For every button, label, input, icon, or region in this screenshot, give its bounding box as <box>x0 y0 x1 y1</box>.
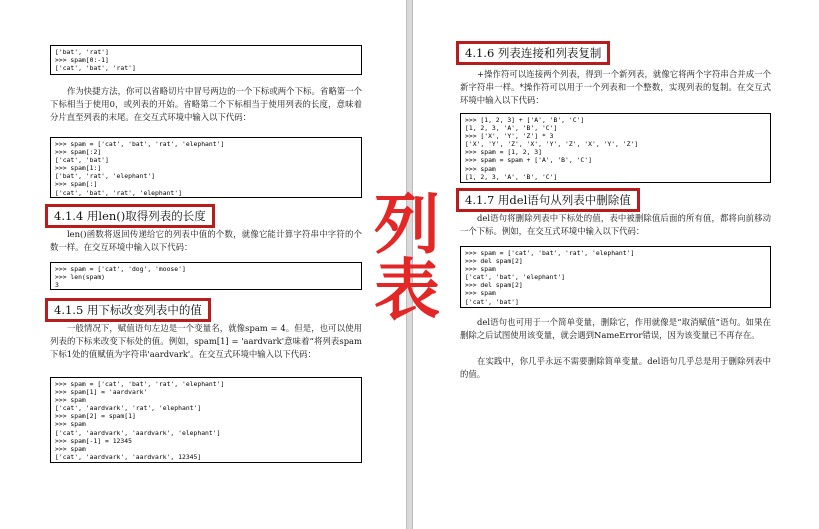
section-heading-4-1-6: 4.1.6 列表连接和列表复制 <box>456 41 610 65</box>
code-line: ['cat', 'bat', 'rat', 'elephant'] <box>55 188 182 197</box>
watermark-char-lie: 列 <box>374 186 440 263</box>
code-line: >>> spam <box>55 444 86 453</box>
code-line: >>> spam[-1] = 12345 <box>55 436 132 445</box>
code-line: >>> spam = ['cat', 'bat', 'rat', 'elephant'] <box>55 140 225 148</box>
code-line: >>> spam <box>55 420 86 429</box>
code-line: >>> spam[1:] <box>55 164 102 173</box>
code-line: >>> ['X', 'Y', 'Z'] * 3 <box>465 132 554 141</box>
code-line: ['cat', 'bat'] <box>465 297 519 306</box>
code-block-slice <box>50 137 362 198</box>
code-block-index-assign <box>50 377 362 463</box>
section-heading-4-1-4: 4.1.4 用len()取得列表的长度 <box>45 204 215 228</box>
paragraph-del: del语句将删除列表中下标处的值，表中被删除值后面的所有值，都将向前移动一个下标。例如，在交互式环境中输入以下代码： <box>460 213 771 236</box>
code-line: >>> [1, 2, 3] + ['A', 'B', 'C'] <box>465 116 585 124</box>
paragraph-concat: +操作符可以连接两个列表，得到一个新列表，就像它将两个字符串合并成一个新字符串一样。*操作符可以用于一个列表和一个整数，实现列表的复制。在交互式环境中输入以下代码： <box>460 69 771 105</box>
code-line: >>> len(spam) <box>55 273 106 282</box>
code-line: >>> spam[0:-1] <box>55 56 109 65</box>
code-block-len <box>50 262 362 290</box>
code-line: [1, 2, 3, 'A', 'B', 'C'] <box>465 172 558 181</box>
code-line: >>> spam[:2] <box>55 148 102 157</box>
code-line: >>> spam[:] <box>55 180 98 189</box>
section-heading-4-1-7: 4.1.7 用del语句从列表中删除值 <box>456 188 640 212</box>
paragraph-len: len()函数将返回传递给它的列表中值的个数，就像它能计算字符串中字符的个数一样。在交互环境中输入以下代码： <box>50 229 362 252</box>
code-line: >>> spam <box>465 265 496 274</box>
paragraph-del-variable: del语句也可用于一个简单变量，删除它，作用就像是“取消赋值”语句。如果在删除之后试图使用该变量，就会遇到NameError错误，因为该变量已不再存在。 <box>460 317 771 340</box>
code-line: ['cat', 'bat'] <box>55 156 109 165</box>
code-line: >>> spam[1] = 'aardvark' <box>55 388 148 397</box>
code-line: 3 <box>55 281 59 290</box>
section-heading-4-1-5: 4.1.5 用下标改变列表中的值 <box>45 298 211 322</box>
code-line: >>> spam = spam + ['A', 'B', 'C'] <box>465 156 592 165</box>
code-line: >>> spam <box>465 289 496 298</box>
right-page <box>413 0 819 529</box>
left-page <box>0 0 406 529</box>
code-line: >>> spam = ['cat', 'bat', 'rat', 'elephant'] <box>55 380 225 388</box>
code-block-slice-continued <box>50 45 362 75</box>
paragraph-index-assign: 一般情况下，赋值语句左边是一个变量名，就像spam = 4。但是，也可以使用列表的下标来改变下标处的值。例如，spam[1] = 'aardvark'意味着“将列表spam下标1处的值赋值为字符串'aardvark'。在交互式环境中输入以下代码： <box>50 323 362 359</box>
code-line: ['cat', 'aardvark', 'rat', 'elephant'] <box>55 404 202 413</box>
paragraph-practice: 在实践中，你几乎永远不需要删除简单变量。del语句几乎总是用于删除列表中的值。 <box>460 356 771 379</box>
code-block-del <box>460 246 771 308</box>
code-line: ['X', 'Y', 'Z', 'X', 'Y', 'Z', 'X', 'Y', 'Z'] <box>465 140 639 149</box>
code-line: >>> spam = ['cat', 'dog', 'moose'] <box>55 265 186 273</box>
watermark-char-biao: 表 <box>374 252 440 329</box>
code-line: [1, 2, 3, 'A', 'B', 'C'] <box>465 124 558 133</box>
code-line: ['bat', 'rat'] <box>55 48 109 56</box>
code-line: >>> spam = ['cat', 'bat', 'rat', 'elephant'] <box>465 249 635 257</box>
code-line: ['cat', 'aardvark', 'aardvark', 12345] <box>55 452 202 461</box>
code-line: ['cat', 'bat', 'elephant'] <box>465 273 566 282</box>
code-line: >>> del spam[2] <box>465 281 523 290</box>
code-line: ['cat', 'bat', 'rat'] <box>55 64 136 73</box>
code-block-concat <box>460 113 771 183</box>
code-line: >>> spam <box>55 396 86 405</box>
code-line: >>> spam = [1, 2, 3] <box>465 148 542 157</box>
code-line: >>> spam[2] = spam[1] <box>55 412 136 421</box>
code-line: >>> del spam[2] <box>465 257 523 266</box>
code-line: ['cat', 'aardvark', 'aardvark', 'elephant'] <box>55 428 221 437</box>
code-line: ['bat', 'rat', 'elephant'] <box>55 172 156 181</box>
code-line: >>> spam <box>465 164 496 173</box>
paragraph-slice-shortcut: 作为快捷方法，你可以省略切片中冒号两边的一个下标或两个下标。省略第一个下标相当于使用0，或列表的开始。省略第二个下标相当于使用列表的长度，意味着分片直至列表的末尾。在交互式环境中输入以下代码： <box>50 86 362 122</box>
